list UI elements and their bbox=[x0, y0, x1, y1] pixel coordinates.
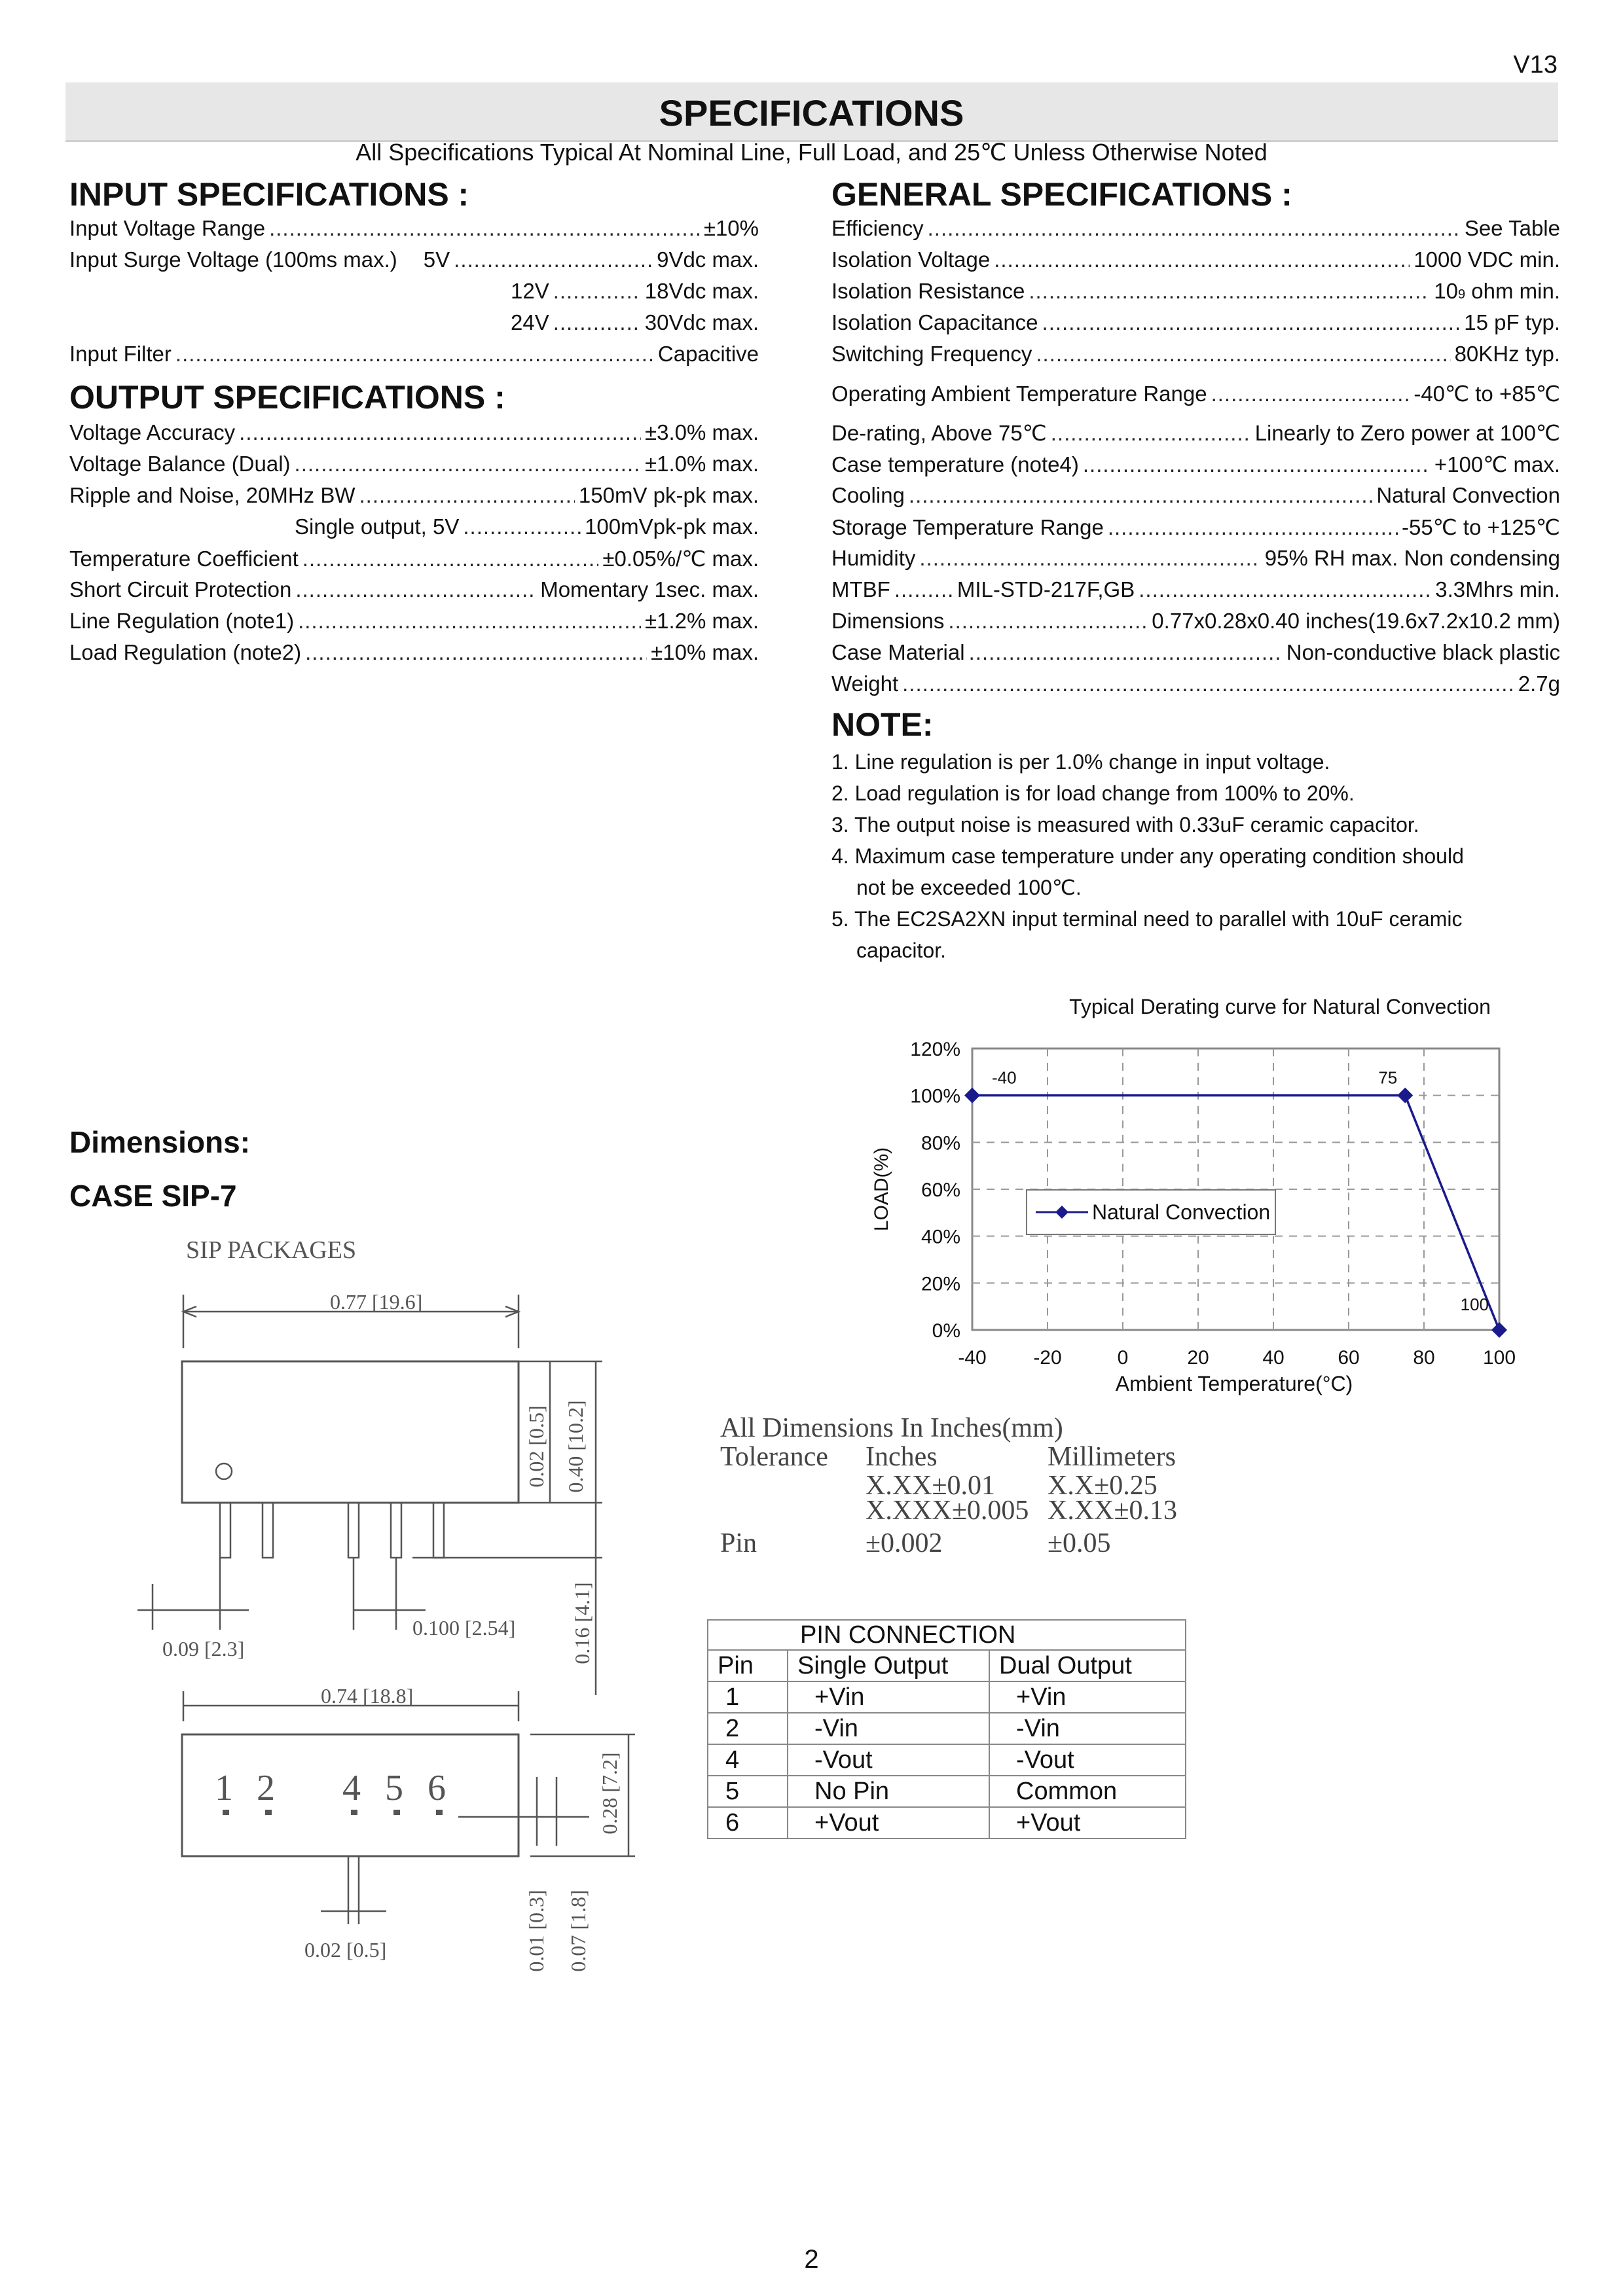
spec-value: ±10% max. bbox=[651, 640, 759, 664]
page-subtitle: All Specifications Typical At Nominal Line, Full Load, and 25℃ Unless Otherwise Noted bbox=[356, 139, 1267, 166]
spec-label: Load Regulation (note2) bbox=[69, 640, 302, 664]
notes-list bbox=[831, 746, 1560, 966]
spec-row bbox=[69, 247, 759, 279]
spec-row bbox=[831, 342, 1560, 373]
pin-number-cell: 2 bbox=[708, 1713, 788, 1744]
pin-table-header: Pin bbox=[708, 1650, 788, 1681]
spec-row bbox=[69, 514, 759, 546]
spec-label: Input Voltage Range bbox=[69, 216, 266, 240]
spec-label: Weight bbox=[831, 672, 899, 696]
tolerance-mm: X.X±0.25 bbox=[1048, 1471, 1158, 1501]
note-item: 4. Maximum case temperature under any operating condition should bbox=[831, 844, 1464, 868]
y-tick-label: 20% bbox=[921, 1273, 960, 1295]
spec-label: MTBF bbox=[831, 577, 890, 601]
spec-row bbox=[831, 609, 1560, 640]
dual-output-cell: +Vin bbox=[989, 1681, 1186, 1713]
spec-value: 9Vdc max. bbox=[657, 247, 759, 272]
spec-value: -40℃ to +85℃ bbox=[1413, 382, 1560, 406]
spec-value: ±10% bbox=[703, 216, 759, 240]
spec-value: ±3.0% max. bbox=[644, 420, 759, 444]
dim-pin-thickness: 0.01 [0.3] bbox=[524, 1890, 548, 1972]
x-tick-label: -20 bbox=[1033, 1347, 1062, 1369]
pin-connection-table bbox=[707, 1619, 1186, 1839]
spec-row bbox=[69, 342, 759, 373]
spec-value-unit: ohm min. bbox=[1465, 279, 1560, 303]
input-spec-heading: INPUT SPECIFICATIONS : bbox=[69, 176, 469, 213]
y-axis-label: LOAD(%) bbox=[871, 1147, 892, 1232]
dim-pitch: 0.100 [2.54] bbox=[412, 1616, 516, 1640]
spec-value: See Table bbox=[1464, 216, 1560, 240]
spec-row bbox=[831, 577, 1560, 609]
dim-pin-width: 0.02 [0.5] bbox=[304, 1938, 387, 1962]
spec-value: 0.77x0.28x0.40 inches(19.6x7.2x10.2 mm) bbox=[1152, 609, 1560, 633]
dim-height: 0.40 [10.2] bbox=[564, 1400, 587, 1493]
note-item: 3. The output noise is measured with 0.33uF ceramic capacitor. bbox=[831, 813, 1419, 836]
notes-heading: NOTE: bbox=[831, 706, 934, 743]
mm-heading: Millimeters bbox=[1048, 1442, 1176, 1472]
spec-value: 150mV pk-pk max. bbox=[578, 483, 759, 507]
spec-value: 95% RH max. Non condensing bbox=[1264, 546, 1560, 570]
tolerance-label: Tolerance bbox=[720, 1442, 828, 1472]
pin-number-cell: 5 bbox=[708, 1776, 788, 1807]
spec-row bbox=[69, 452, 759, 483]
spec-row bbox=[831, 381, 1560, 412]
table-row bbox=[708, 1776, 1186, 1807]
spec-value: ±1.2% max. bbox=[644, 609, 759, 633]
pin-tolerance-mm: ±0.05 bbox=[1048, 1528, 1111, 1558]
pin-number: 5 bbox=[385, 1768, 403, 1808]
spec-sub: 5V bbox=[423, 247, 450, 272]
pin-table-header: Single Output bbox=[788, 1650, 989, 1681]
spec-value: 3.3Mhrs min. bbox=[1435, 577, 1560, 601]
spec-value: 100mVpk-pk max. bbox=[585, 514, 759, 539]
spec-label: Cooling bbox=[831, 483, 905, 507]
version-label: V13 bbox=[1513, 51, 1558, 79]
input-spec-list bbox=[69, 216, 759, 373]
spec-value: Non-conductive black plastic bbox=[1286, 640, 1560, 664]
output-spec-heading: OUTPUT SPECIFICATIONS : bbox=[69, 379, 505, 416]
x-tick-label: 100 bbox=[1482, 1347, 1516, 1369]
spec-value: 2.7g bbox=[1518, 672, 1560, 696]
spec-value: 18Vdc max. bbox=[644, 279, 759, 303]
spec-label: Operating Ambient Temperature Range bbox=[831, 382, 1207, 406]
spec-row bbox=[69, 310, 759, 342]
spec-row bbox=[831, 247, 1560, 279]
spec-label: Voltage Balance (Dual) bbox=[69, 452, 291, 476]
spec-label: Isolation Capacitance bbox=[831, 310, 1038, 334]
spec-row bbox=[69, 577, 759, 609]
spec-label: Storage Temperature Range bbox=[831, 515, 1104, 539]
pin-number: 4 bbox=[342, 1768, 361, 1808]
case-heading: CASE SIP-7 bbox=[69, 1179, 237, 1213]
note-item: not be exceeded 100℃. bbox=[856, 876, 1082, 899]
spec-value: +100℃ max. bbox=[1434, 452, 1560, 476]
spec-label: Input Filter bbox=[69, 342, 172, 366]
spec-row bbox=[831, 452, 1560, 483]
x-tick-labels bbox=[958, 1347, 1516, 1369]
data-annotation: -40 bbox=[992, 1067, 1017, 1088]
y-tick-label: 80% bbox=[921, 1132, 960, 1155]
dim-lead: 0.02 [0.5] bbox=[524, 1405, 548, 1488]
spec-row bbox=[831, 310, 1560, 342]
tolerance-block bbox=[720, 1413, 1178, 1558]
x-axis-label: Ambient Temperature(°C) bbox=[1115, 1372, 1353, 1395]
spec-value: ±1.0% max. bbox=[644, 452, 759, 476]
note-item: capacitor. bbox=[856, 939, 946, 962]
pin-table-title-row bbox=[708, 1620, 1186, 1650]
spec-value: Linearly to Zero power at 100℃ bbox=[1254, 421, 1560, 445]
tolerance-inches: X.XXX±0.005 bbox=[866, 1496, 1029, 1526]
spec-row bbox=[831, 672, 1560, 703]
spec-mid: MIL-STD-217F,GB bbox=[957, 577, 1135, 601]
general-spec-list bbox=[831, 216, 1560, 703]
pin-tolerance-label: Pin bbox=[720, 1528, 757, 1558]
spec-label: De-rating, Above 75℃ bbox=[831, 421, 1047, 445]
spec-row bbox=[831, 546, 1560, 577]
spec-label: Humidity bbox=[831, 546, 916, 570]
pin-number: 1 bbox=[215, 1768, 233, 1808]
table-row bbox=[708, 1744, 1186, 1776]
note-item: 2. Load regulation is for load change from 100% to 20%. bbox=[831, 781, 1355, 805]
single-output-cell: +Vin bbox=[788, 1681, 989, 1713]
spec-value: ±0.05%/℃ max. bbox=[602, 547, 759, 571]
table-row bbox=[708, 1713, 1186, 1744]
spec-row bbox=[69, 483, 759, 514]
x-tick-label: 60 bbox=[1338, 1347, 1360, 1369]
spec-label: Switching Frequency bbox=[831, 342, 1032, 366]
single-output-cell: -Vout bbox=[788, 1744, 989, 1776]
general-spec-heading: GENERAL SPECIFICATIONS : bbox=[831, 176, 1292, 213]
spec-label: Case Material bbox=[831, 640, 965, 664]
x-tick-label: 40 bbox=[1262, 1347, 1285, 1369]
tolerance-inches: X.XX±0.01 bbox=[866, 1471, 996, 1501]
spec-value: 1000 VDC min. bbox=[1413, 247, 1560, 272]
inches-heading: Inches bbox=[866, 1442, 938, 1472]
spec-label: Isolation Resistance bbox=[831, 279, 1025, 303]
dimensions-heading: Dimensions: bbox=[69, 1125, 251, 1159]
dim-width-bottom: 0.74 [18.8] bbox=[321, 1684, 414, 1708]
pin-number-cell: 1 bbox=[708, 1681, 788, 1713]
output-spec-list bbox=[69, 420, 759, 672]
table-row bbox=[708, 1681, 1186, 1713]
dual-output-cell: -Vout bbox=[989, 1744, 1186, 1776]
x-tick-label: 20 bbox=[1187, 1347, 1209, 1369]
spec-label: Short Circuit Protection bbox=[69, 577, 292, 601]
spec-row bbox=[69, 420, 759, 452]
chart-title: Typical Derating curve for Natural Convection bbox=[1069, 995, 1491, 1018]
spec-row bbox=[831, 279, 1560, 310]
spec-row bbox=[69, 546, 759, 577]
y-tick-labels bbox=[910, 1039, 960, 1342]
legend-label: Natural Convection bbox=[1092, 1200, 1271, 1224]
dual-output-cell: Common bbox=[989, 1776, 1186, 1807]
dual-output-cell: -Vin bbox=[989, 1713, 1186, 1744]
drawing-title: SIP PACKAGES bbox=[186, 1236, 357, 1264]
spec-label: Dimensions bbox=[831, 609, 945, 633]
spec-label: Temperature Coefficient bbox=[69, 547, 299, 571]
dim-pin-length: 0.16 [4.1] bbox=[570, 1582, 594, 1664]
derating-chart-svg bbox=[851, 988, 1571, 1407]
page-title: SPECIFICATIONS bbox=[659, 92, 964, 134]
x-tick-label: -40 bbox=[958, 1347, 987, 1369]
data-annotation: 75 bbox=[1378, 1067, 1398, 1088]
spec-row bbox=[69, 279, 759, 310]
spec-row bbox=[831, 216, 1560, 247]
dim-pin-offset: 0.07 [1.8] bbox=[566, 1890, 590, 1972]
x-tick-label: 80 bbox=[1413, 1347, 1435, 1369]
pin-number-cell: 4 bbox=[708, 1744, 788, 1776]
tolerance-row bbox=[720, 1496, 1178, 1529]
spec-value: Capacitive bbox=[657, 342, 759, 366]
spec-label: Case temperature (note4) bbox=[831, 452, 1079, 476]
tolerance-pin-row bbox=[720, 1528, 1111, 1558]
spec-row bbox=[831, 420, 1560, 452]
spec-label: Ripple and Noise, 20MHz BW bbox=[69, 483, 356, 507]
spec-label: Voltage Accuracy bbox=[69, 420, 236, 444]
table-row bbox=[708, 1807, 1186, 1839]
pin-tolerance-inches: ±0.002 bbox=[866, 1528, 943, 1558]
spec-label: Isolation Voltage bbox=[831, 247, 991, 272]
dim-depth: 0.28 [7.2] bbox=[598, 1752, 621, 1835]
pin-number-cell: 6 bbox=[708, 1807, 788, 1839]
spec-value: 10 bbox=[1434, 279, 1458, 303]
dim-width-top: 0.77 [19.6] bbox=[330, 1290, 423, 1314]
single-output-cell: +Vout bbox=[788, 1807, 989, 1839]
y-tick-label: 40% bbox=[921, 1226, 960, 1248]
package-drawing bbox=[131, 1276, 668, 1996]
spec-value: 30Vdc max. bbox=[644, 310, 759, 334]
spec-value: -55℃ to +125℃ bbox=[1401, 515, 1560, 539]
spec-value: 15 pF typ. bbox=[1464, 310, 1560, 334]
tolerance-title: All Dimensions In Inches(mm) bbox=[720, 1413, 1063, 1443]
spec-label: Input Surge Voltage (100ms max.) bbox=[69, 247, 397, 272]
dual-output-cell: +Vout bbox=[989, 1807, 1186, 1839]
tolerance-mm: X.XX±0.13 bbox=[1048, 1496, 1178, 1526]
spec-label: Efficiency bbox=[831, 216, 924, 240]
spec-row bbox=[831, 483, 1560, 514]
spec-row bbox=[69, 609, 759, 640]
y-tick-label: 0% bbox=[932, 1320, 960, 1342]
tolerance-header-row bbox=[720, 1442, 1176, 1472]
package-drawing-svg bbox=[131, 1276, 668, 1996]
pin-number: 6 bbox=[428, 1768, 446, 1808]
y-tick-label: 60% bbox=[921, 1179, 960, 1201]
pin-number: 2 bbox=[257, 1768, 275, 1808]
page-number: 2 bbox=[804, 2245, 819, 2274]
spec-row bbox=[69, 640, 759, 672]
single-output-cell: No Pin bbox=[788, 1776, 989, 1807]
data-annotation: 100 bbox=[1460, 1295, 1489, 1314]
spec-value: Momentary 1sec. max. bbox=[540, 577, 759, 601]
dim-edge: 0.09 [2.3] bbox=[162, 1637, 245, 1660]
pin-table-header-row bbox=[708, 1650, 1186, 1681]
spec-sub: 12V bbox=[511, 279, 549, 303]
note-item: 1. Line regulation is per 1.0% change in input voltage. bbox=[831, 750, 1330, 774]
spec-row bbox=[831, 514, 1560, 546]
spec-value: Natural Convection bbox=[1376, 483, 1560, 507]
spec-value: 80KHz typ. bbox=[1454, 342, 1560, 366]
chart-legend bbox=[1027, 1190, 1275, 1234]
note-item: 5. The EC2SA2XN input terminal need to parallel with 10uF ceramic bbox=[831, 907, 1463, 931]
tolerance-row bbox=[720, 1471, 1158, 1501]
y-tick-label: 120% bbox=[910, 1039, 960, 1060]
single-output-cell: -Vin bbox=[788, 1713, 989, 1744]
spec-sub: 24V bbox=[511, 310, 549, 334]
spec-label: Single output, 5V bbox=[295, 514, 460, 539]
spec-label: Line Regulation (note1) bbox=[69, 609, 295, 633]
superscript: 9 bbox=[1458, 287, 1466, 302]
pin-table-header: Dual Output bbox=[989, 1650, 1186, 1681]
x-tick-label: 0 bbox=[1117, 1347, 1129, 1369]
spec-row bbox=[831, 640, 1560, 672]
pin-table-title: PIN CONNECTION bbox=[708, 1620, 1186, 1650]
y-tick-label: 100% bbox=[910, 1085, 960, 1107]
derating-chart bbox=[851, 988, 1571, 1407]
spec-row bbox=[69, 216, 759, 247]
